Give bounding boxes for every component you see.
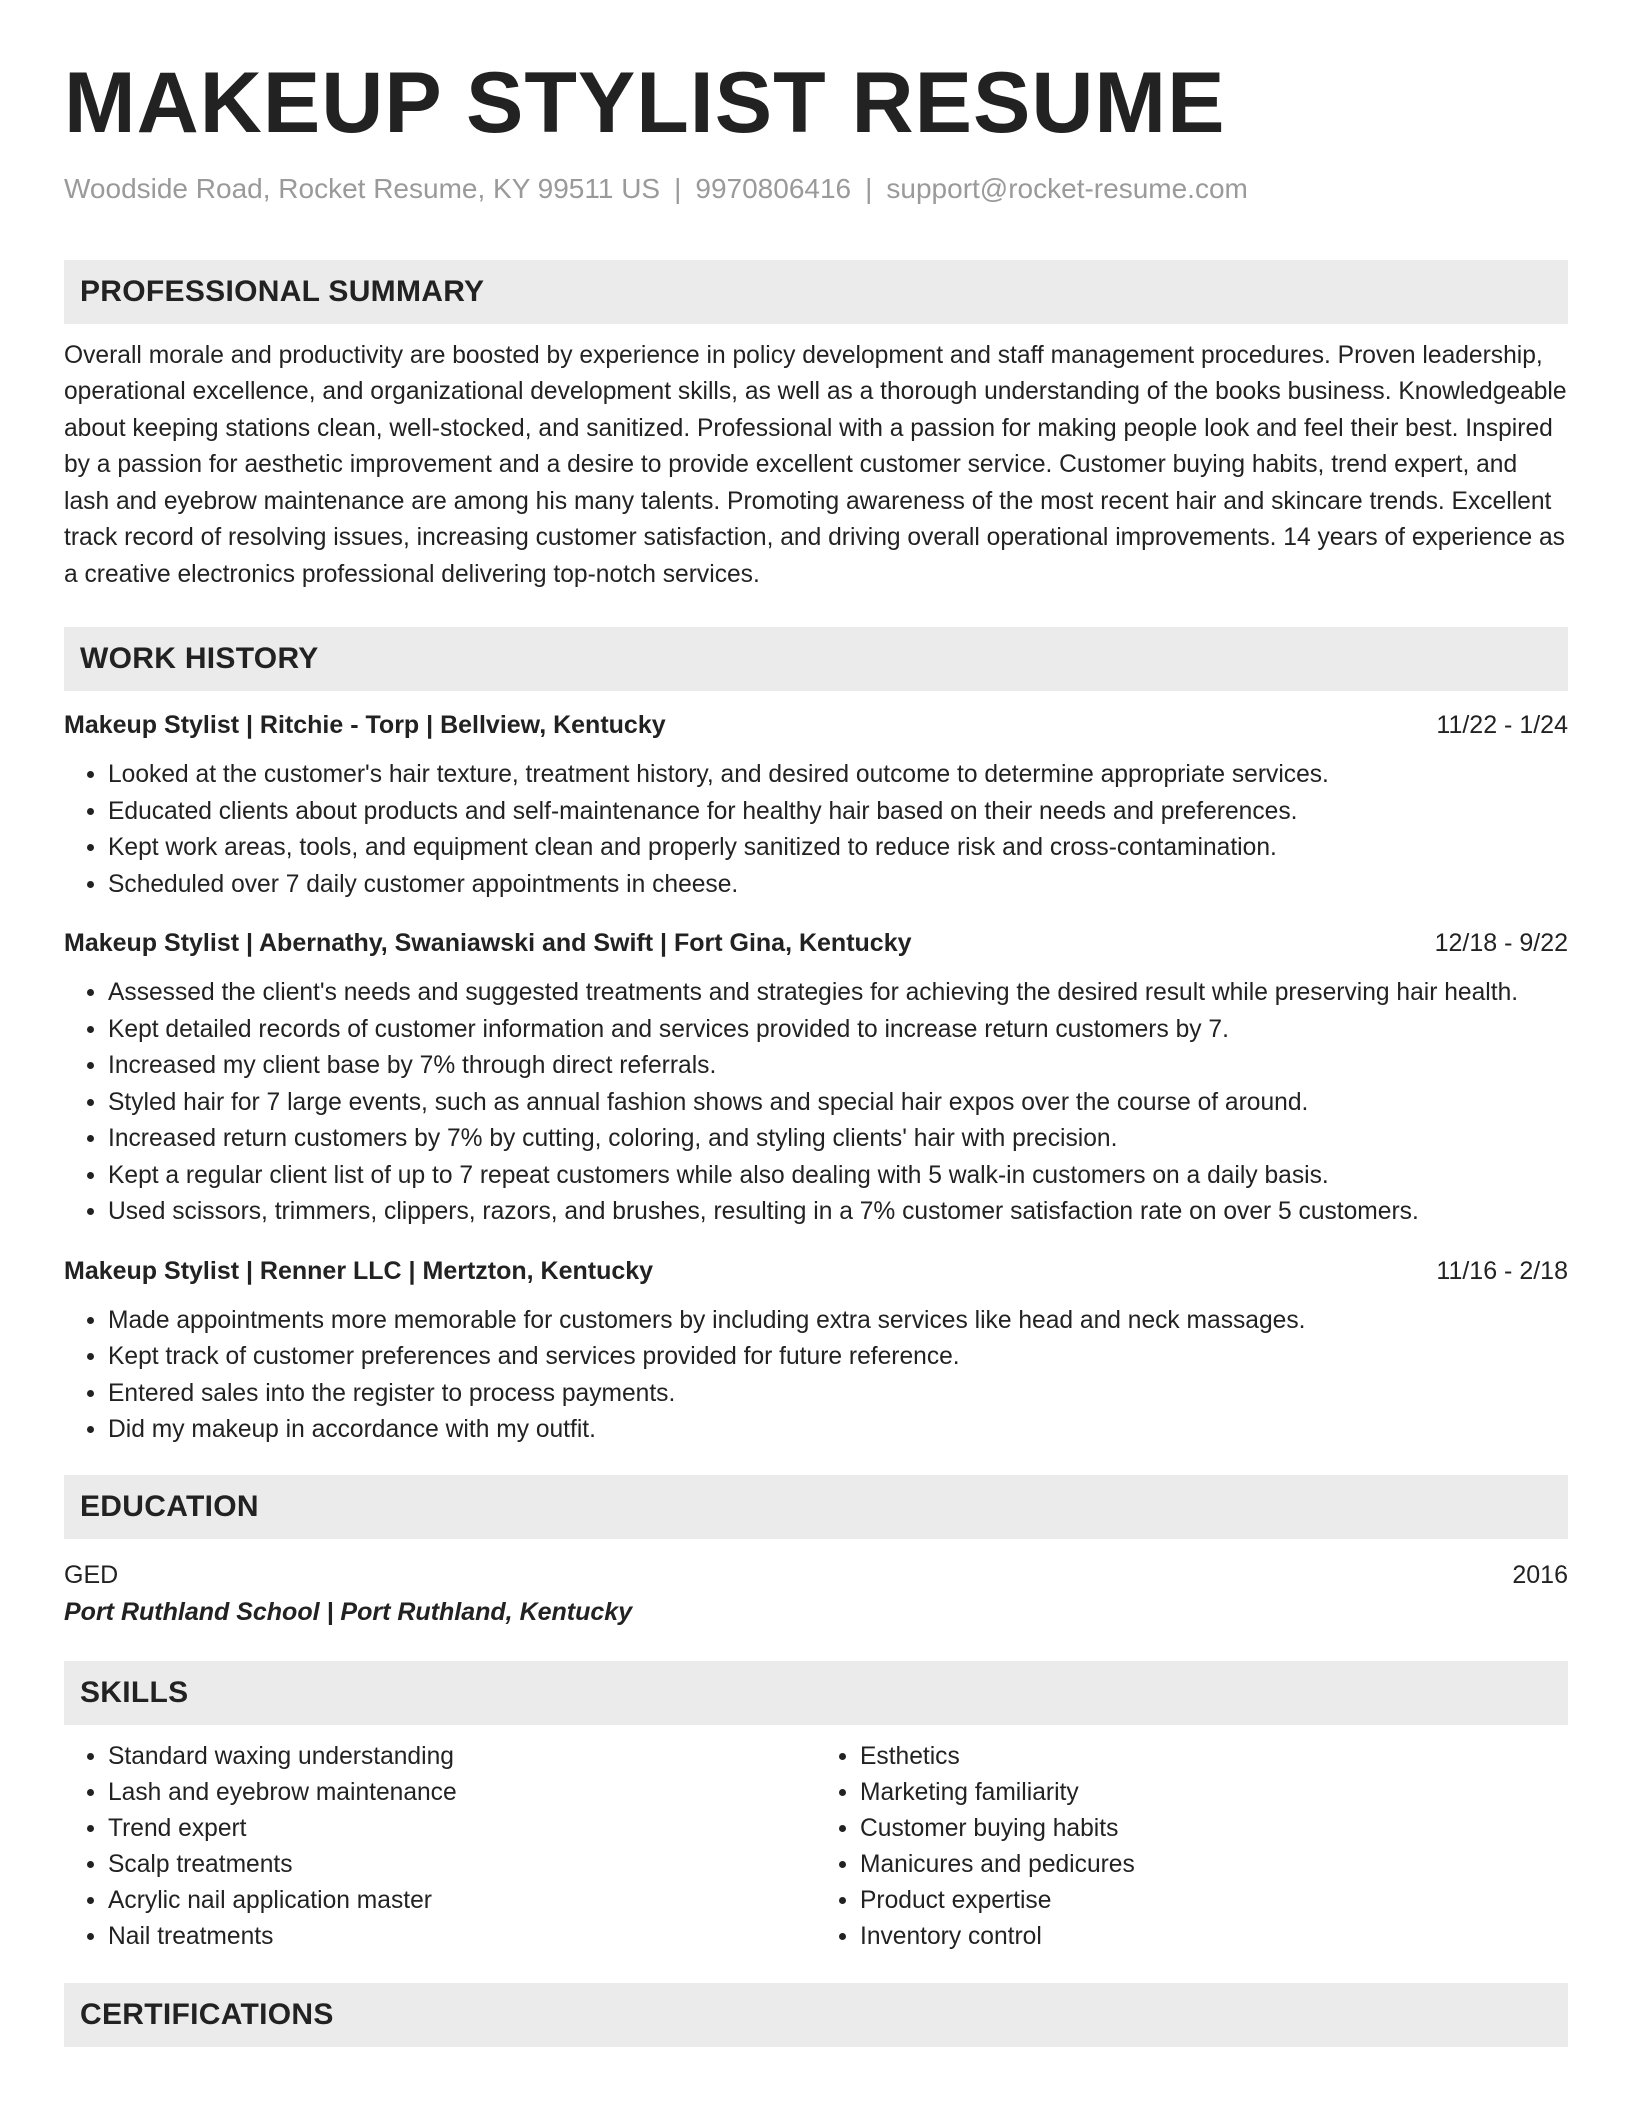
job-entry — [64, 1253, 1568, 1449]
job-bullets — [64, 757, 1568, 903]
resume-title: MAKEUP STYLIST RESUME — [64, 55, 1226, 151]
job-bullet: • Entered sales into the register to process payments. — [108, 1376, 1568, 1413]
contact-line — [64, 172, 1568, 206]
skill-item: • Lash and eyebrow maintenance — [108, 1775, 816, 1811]
section-header-work-history: WORK HISTORY — [64, 627, 1568, 691]
section-header-certifications: CERTIFICATIONS — [64, 1983, 1568, 2047]
job-bullet: • Kept detailed records of customer information and services provided to increase return customers by 7. — [108, 1012, 1568, 1049]
skill-item: • Customer buying habits — [860, 1811, 1568, 1847]
job-entry — [64, 707, 1568, 903]
skill-item: • Acrylic nail application master — [108, 1883, 816, 1919]
summary-text: Overall morale and productivity are boosted by experience in policy development and staff management procedures. Proven leadership, operational excellence, and organizational development skills, as well as a thorough understanding of the books business. Knowledgeable about keeping stations clean, well-stocked, and sanitized. Professional with a passion for making people look and feel their best. Inspired by a passion for aesthetic improvement and a desire to provide excellent customer service. Customer buying habits, trend expert, and lash and eyebrow maintenance are among his many talents. Promoting awareness of the most recent hair and skincare trends. Excellent track record of resolving issues, increasing customer satisfaction, and driving overall operational improvements. 14 years of experience as a creative electronics professional delivering top-notch services. — [64, 341, 1567, 588]
skill-item: • Marketing familiarity — [860, 1775, 1568, 1811]
job-dates: 11/16 - 2/18 — [1436, 1256, 1568, 1285]
skill-item: • Inventory control — [860, 1919, 1568, 1955]
contact-email: support@rocket-resume.com — [886, 173, 1248, 204]
job-bullet: • Educated clients about products and self-maintenance for healthy hair based on their needs and preferences. — [108, 794, 1568, 831]
job-title: Makeup Stylist | Renner LLC | Mertzton, Kentucky — [64, 1256, 654, 1285]
job-bullet: • Increased my client base by 7% through direct referrals. — [108, 1048, 1568, 1085]
job-title: Makeup Stylist | Abernathy, Swaniawski and Swift | Fort Gina, Kentucky — [64, 929, 912, 958]
job-bullets — [64, 975, 1568, 1231]
section-header-summary: PROFESSIONAL SUMMARY — [64, 260, 1568, 324]
education-degree: GED — [64, 1560, 119, 1589]
job-heading-row — [64, 925, 1568, 961]
section-header-education: EDUCATION — [64, 1475, 1568, 1539]
skills-list-left — [64, 1739, 816, 1955]
contact-phone: 9970806416 — [695, 173, 852, 204]
skill-item: • Trend expert — [108, 1811, 816, 1847]
job-bullet: • Scheduled over 7 daily customer appointments in cheese. — [108, 867, 1568, 904]
education-school: Port Ruthland School | Port Ruthland, Kentucky — [64, 1597, 633, 1626]
job-bullet: • Looked at the customer's hair texture, treatment history, and desired outcome to determine appropriate services. — [108, 757, 1568, 794]
job-dates: 11/22 - 1/24 — [1436, 711, 1568, 740]
job-bullets — [64, 1303, 1568, 1449]
job-bullet: • Styled hair for 7 large events, such as annual fashion shows and special hair expos over the course of around. — [108, 1085, 1568, 1122]
job-bullet: • Did my makeup in accordance with my outfit. — [108, 1412, 1568, 1449]
job-bullet: • Kept track of customer preferences and services provided for future reference. — [108, 1339, 1568, 1376]
skill-item: • Nail treatments — [108, 1919, 816, 1955]
skill-item: • Standard waxing understanding — [108, 1739, 816, 1775]
skill-item: • Esthetics — [860, 1739, 1568, 1775]
skills-columns — [64, 1739, 1568, 1955]
job-bullet: • Made appointments more memorable for customers by including extra services like head and neck massages. — [108, 1303, 1568, 1340]
skill-item: • Product expertise — [860, 1883, 1568, 1919]
job-title: Makeup Stylist | Ritchie - Torp | Bellview, Kentucky — [64, 711, 666, 740]
job-bullet: • Assessed the client's needs and suggested treatments and strategies for achieving the desired result while preserving hair health. — [108, 975, 1568, 1012]
job-bullet: • Increased return customers by 7% by cutting, coloring, and styling clients' hair with precision. — [108, 1121, 1568, 1158]
contact-address: Woodside Road, Rocket Resume, KY 99511 US — [64, 173, 661, 204]
job-entry — [64, 925, 1568, 1231]
education-year: 2016 — [1512, 1560, 1568, 1589]
section-header-skills: SKILLS — [64, 1661, 1568, 1725]
contact-separator: | — [865, 173, 873, 204]
job-bullet: • Kept work areas, tools, and equipment clean and properly sanitized to reduce risk and cross-contamination. — [108, 830, 1568, 867]
skills-list-right — [816, 1739, 1568, 1955]
job-bullet: • Used scissors, trimmers, clippers, razors, and brushes, resulting in a 7% customer satisfaction rate on over 5 customers. — [108, 1194, 1568, 1231]
job-bullet: • Kept a regular client list of up to 7 repeat customers while also dealing with 5 walk-in customers on a daily basis. — [108, 1158, 1568, 1195]
job-heading-row — [64, 1253, 1568, 1289]
job-heading-row — [64, 707, 1568, 743]
skill-item: • Scalp treatments — [108, 1847, 816, 1883]
job-dates: 12/18 - 9/22 — [1434, 929, 1568, 958]
contact-separator: | — [674, 173, 682, 204]
education-row — [64, 1557, 1568, 1593]
skill-item: • Manicures and pedicures — [860, 1847, 1568, 1883]
